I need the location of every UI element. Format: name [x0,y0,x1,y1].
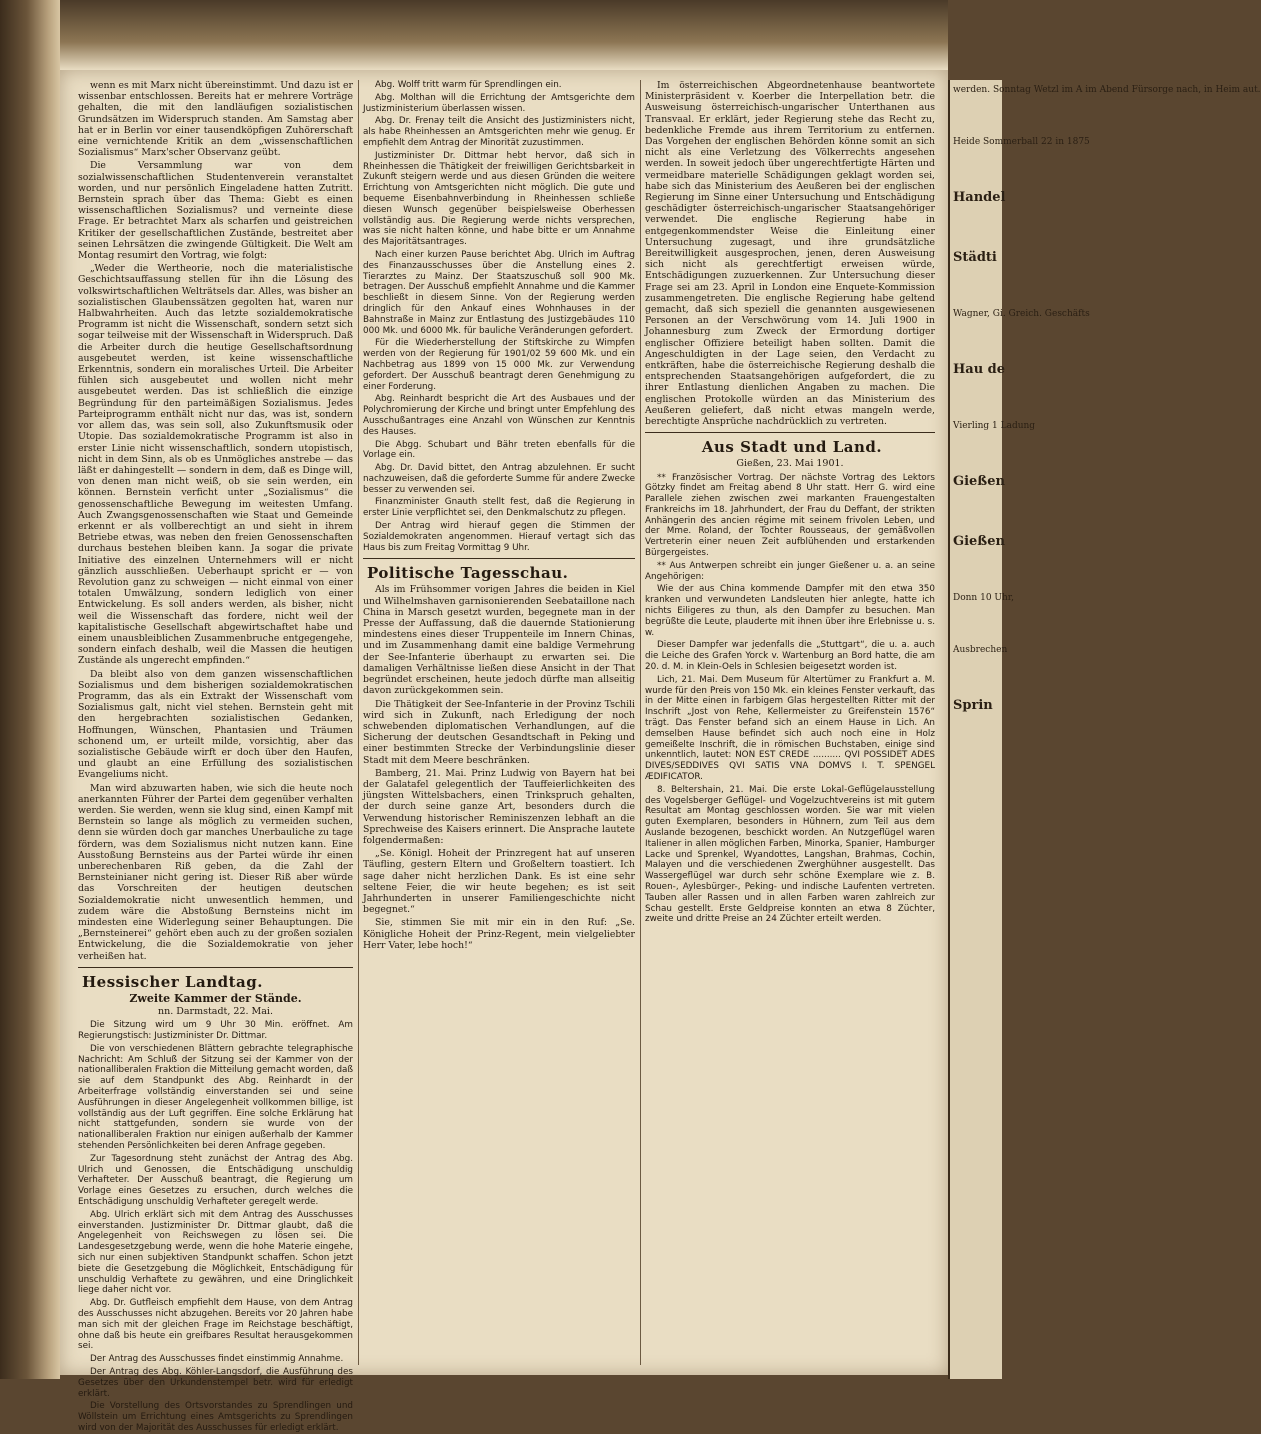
paragraph: Sie, stimmen Sie mit mir ein in den Ruf: „Se. Königliche Hoheit der Prinz-Regent, mein vielgeliebter Herr Vater, lebe hoch!“ [363,917,635,951]
fragment: Hau de [953,362,1006,377]
paragraph: Finanzminister Gnauth stellt fest, daß die Regierung in erster Linie verpflichtet sei, den Denkmalschutz zu pflegen. [363,497,635,519]
adjacent-page-edge [948,80,1261,1379]
landtag-heading: Hessischer Landtag. [82,972,263,991]
fragment: Sprin [953,698,993,713]
column-2 [363,80,635,1370]
paragraph: Lich, 21. Mai. Dem Museum für Altertümer zu Frankfurt a. M. wurde für den Preis von 150 Mk. ein kleines Fenster verkauft, das in der Mitte einen in farbigem Glas hergestellten Ritter mit der Inschrift „Jost von Rehe, Kellermeister zu Greifenstein 1576“ trägt. Das Fenster befand sich an einem Hause in Lich. An demselben Hause befindet sich auch noch eine in Holz gemeißelte Inschrift, die in römischen Buchstaben, einige sind unkenntlich, lautet: NON EST CREDE .......... QVI POSSIDET ADES DIVES/SEDDIVES QVI SATIS VNA DOMVS I. T. SPENGEL ÆDIFICATOR. [645,674,935,783]
page-top-edge [60,0,948,70]
paragraph: Abg. Dr. Gutfleisch empfiehlt dem Hause, von dem Antrag des Ausschusses nicht abzugehen. Bereits vor 20 Jahren habe man sich mit der gleichen Frage im Reichstage beschäftigt, ohne daß bis heute ein greifbares Resultat herausgekommen sei. [78,1298,353,1352]
paragraph: Abg. Dr. David bittet, den Antrag abzulehnen. Er sucht nachzuweisen, daß die geforderte Summe für andere Zwecke besser zu verwenden sei. [363,463,635,495]
paragraph: Justizminister Dr. Dittmar hebt hervor, daß sich in Rheinhessen die Thätigkeit der freiwilligen Gerichtsbarkeit in Zukunft steigern werde und aus diesen Gründen die weitere Errichtung von Amtsgerichten nicht möglich. Die gute und bequeme Eisenbahnverbindung in Rheinhessen schließe diesen Wunsch gegenüber beispielsweise Oberhessen vollständig aus. Die Regierung werde nichts versprechen, was sie nicht halten könne, und habe bitte er um Annahme des Majoritätsantrages. [363,150,635,248]
paragraph: Die Versammlung war von dem sozialwissenschaftlichen Studentenverein veranstaltet worden, und nur persönlich Eingeladene hatten Zutritt. Bernstein sprach über das Thema: Giebt es einen wissenschaftlichen Sozialismus? und verneinte diese Frage. Er betrachtet Marx als scharfen und geistreichen Kritiker der gesellschaftlichen Zustände, bestreitet aber seinen Lehrsätzen die zwingende Gültigkeit. Die Welt am Montag resumirt den Vortrag, wie folgt: [78,160,353,262]
paragraph: Die Sitzung wird um 9 Uhr 30 Min. eröffnet. Am Regierungstisch: Justizminister Dr. Dittmar. [78,1020,353,1042]
landtag-subheading: Zweite Kammer der Stände. [129,991,302,1005]
paragraph: Abg. Dr. Frenay teilt die Ansicht des Justizministers nicht, als habe Rheinhessen an Amtsgerichten mehr wie genug. Er empfiehlt dem Antrag der Minorität zuzustimmen. [363,116,635,148]
paragraph: Der Antrag des Abg. Köhler-Langsdorf, die Ausführung des Gesetzes über den Urkundenstempel betr. wird für erledigt erklärt. [78,1366,353,1399]
column-3 [645,80,935,1370]
fragment: werden. Sonntag Wetzl im A im Abend Fürsorge nach, in Heim aut. [953,85,1261,95]
landtag-report [78,1020,353,1433]
paragraph: „Se. Königl. Hoheit der Prinzregent hat auf unseren Täufling, gestern Eltern und Großeltern toastiert. Ich sage daher nicht herzlichen Dank. Es ist eine sehr seltene Feier, die wir heute begehen; es ist seit Jahrhunderten in unserer Familiengeschichte nicht begegnet.“ [363,848,635,916]
tagesschau-article [363,584,635,951]
landtag-report-continued [363,80,635,553]
paragraph: Als im Frühsommer vorigen Jahres die beiden in Kiel und Wilhelmshaven garnisonierenden Seebataillone nach China in Marsch gesetzt wurden, begegnete man in der Presse der Auffassung, daß die dauernde Stationierung mindestens eines dieser Truppenteile im Innern Chinas, und im Zusammenhang damit eine baldige Vermehrung der See-Infanterie überhaupt zu erwarten sei. Die damaligen Verhältnisse ließen diese Ansicht in der That begründet erscheinen, heute jedoch dürfte man allseitig davon zurückgekommen sein. [363,584,635,697]
paragraph: Abg. Molthan will die Errichtung der Amtsgerichte dem Justizministerium überlassen wissen. [363,92,635,114]
paragraph: 8. Beltershain, 21. Mai. Die erste Lokal-Geflügelausstellung des Vogelsberger Geflügel- und Vogelzuchtvereins ist mit gutem Resultat am Montag geschlossen worden. Sie war mit vielen guten Exemplaren, besonders in Hühnern, zum Teil aus dem Auslande bezogenen, beschickt worden. An Nutzgeflügel waren Italiener in allen möglichen Farben, Minorka, Spanier, Hamburger Lacke und Sprenkel, Wyandottes, Langshan, Brahmas, Cochin, Malayen und die verschiedenen Zwerghühner ausgestellt. Das Wassergeflügel war durch sehr schöne Exemplare wie z. B. Rouen-, Aylesbürger-, Peking- und indische Laufenten vertreten. Tauben aller Rassen und in allen Farben waren zahlreich zur Schau gestellt. Erste Geldpreise konnten an etwa 8 Züchter, zweite und dritte Preise an 24 Züchter erteilt werden. [645,784,935,925]
paragraph: wenn es mit Marx nicht übereinstimmt. Und dazu ist er wissenbar entschlossen. Bereits hat er mehrere Vorträge gehalten, die mit den landläufigen sozialistischen Grundsätzen im Widerspruch standen. Am Samstag aber hat er in Berlin vor einer tausendköpfigen Zuhörerschaft eine vernichtende Kritik an dem „wissenschaftlichen Sozialismus“ Marx'scher Observanz geübt. [78,80,353,159]
fragment: Vierling 1 Ladung [953,421,1036,431]
stadt-news [645,473,935,926]
landtag-dateline: nn. Darmstadt, 22. Mai. [158,1006,273,1018]
fragment: Gießen [953,474,1005,489]
column-1 [78,80,353,1433]
stadt-heading: Aus Stadt und Land. [701,438,883,457]
fragment: Städti [953,250,997,265]
fragment: Heide Sommerball 22 in 1875 [953,137,1090,147]
fragment: Handel [953,190,1006,205]
paragraph: Nach einer kurzen Pause berichtet Abg. Ulrich im Auftrag des Finanzausschusses über die Anstellung eines 2. Tierarztes zu Mainz. Der Staatszuschuß soll 900 Mk. betragen. Der Ausschuß empfiehlt Annahme und die Kammer beschließt in diesem Sinne. Von der Regierung werden dringlich für den Ankauf eines Wohnhauses in der Bahnstraße in Mainz zur Entlastung des Justizgebäudes 110 000 Mk. und 6000 Mk. für bauliche Veränderungen gefordert. [363,249,635,336]
austria-article [645,80,935,427]
paragraph: Dieser Dampfer war jedenfalls die „Stuttgart“, die u. a. auch die Leiche des Grafen Yorck v. Wartenburg an Bord hatte, die am 20. d. M. in Klein-Oels in Schlesien beigesetzt worden ist. [645,640,935,673]
paragraph: ** Französischer Vortrag. Der nächste Vortrag des Lektors Götzky findet am Freitag abend 8 Uhr statt. Herr G. wird eine Parallele ziehen zwischen zwei markanten Frauengestalten Frankreichs im 18. Jahrhundert, der Frau du Deffant, der strikten Anhängerin des ancien régime mit seinem frivolen Leben, und der Mme. Roland, der Tochter Rousseaus, der gemäßvollen Vertreterin einer neuen Zeit aufblühenden und erstarkenden Bürgergeistes. [645,472,935,559]
column-divider [358,80,359,1365]
paragraph: Die Vorstellung des Ortsvorstandes zu Sprendlingen und Wöllstein um Errichtung eines Amtsgerichts zu Sprendlingen wird von der Majorität des Ausschusses für erledigt erklärt. [78,1401,353,1433]
paragraph: Wie der aus China kommende Dampfer mit den etwa 350 kranken und verwundeten Landsleuten hier anlegte, hatte ich nichts Eiligeres zu thun, als den Dampfer zu besuchen. Man begrüßte die Leute, plauderte mit ihnen über ihre Erlebnisse u. s. w. [645,584,935,638]
paragraph: Da bleibt also von dem ganzen wissenschaftlichen Sozialismus und dem bisherigen sozialdemokratischen Programm, das als ein Extrakt der Wissenschaft vom Sozialismus galt, nicht viel stehen. Bernstein geht mit den hergebrachten sozialistischen Gedanken, Hoffnungen, Wünschen, Phantasien und Träumen schonend um, er urteilt milde, vorsichtig, aber das sozialistische Gebäude wirft er doch über den Haufen, und glaubt an eine Erfüllung des sozialistischen Evangeliums nicht. [78,668,353,781]
bernstein-article [78,80,353,962]
adjacent-page-fragments [950,80,1261,760]
section-rule [78,967,353,968]
section-rule [363,558,635,559]
stadt-dateline: Gießen, 23. Mai 1901. [736,458,844,470]
fragment: Ausbrechen [953,645,1008,655]
paragraph: Der Antrag wird hierauf gegen die Stimmen der Sozialdemokraten angenommen. Hierauf vertagt sich das Haus bis zum Freitag Vormittag 9 Uhr. [363,521,635,553]
paragraph: Abg. Wolff tritt warm für Sprendlingen ein. [375,80,562,90]
paragraph: „Weder die Wertheorie, noch die materialistische Geschichtsauffassung stellen für ihn die Lösung des volkswirtschaftlichen Welträtsels dar. Alles, was bisher an sozialistischen Glaubenssätzen gegolten hat, waren nur Halbwahrheiten. Auch das letzte sozialdemokratische Programm ist nicht die Wissenschaft, sondern setzt sich sogar teilweise mit der Wissenschaft in Widerspruch. Daß die Arbeiter durch die heutige Gesellschaftsordnung ausgebeutet werden, ist keine wissenschaftliche Erkenntnis, sondern ein moralisches Urteil. Die Arbeiter fühlen sich ausgebeutet und wollen nicht mehr ausgebeutet werden. Das ist schließlich die einzige Begründung für den parteimäßigen Sozialismus. Jedes Parteiprogramm enthält nicht nur das, was ist, sondern vor allem das, was sein soll, also Zukunftsmusik oder Utopie. Das sozialdemokratische Programm ist also in erster Linie nicht wissenschaftlich, sondern utopistisch, nicht in dem Sinn, als ob es Unmögliches anstrebe — das läßt er dahingestellt — sondern in dem, daß es Dinge will, von denen man nicht weiß, ob sie sein werden, ein können. Bernstein verficht unter „Sozialismus“ die genossenschaftliche Bewegung im weitesten Umfang. Auch Zwangsgenossenschaften wie Staat und Gemeinde erkennt er als vollberechtigt an und sieht in ihrem Betriebe etwas, was neben den freien Genossenschaften durchaus bestehen bleiben kann. Ja sogar die private Initiative des einzelnen Unternehmers will er nicht gänzlich ausschließen. Ueberhaupt spricht er — von Revolution ganz zu schweigen — nicht einmal von einer totalen Umwälzung, sondern lediglich von einer Entwickelung. Es soll anders werden, als bisher, nicht weil die Wissenschaft das fordere, nicht weil der kapitalistische Gesellschaft abgewirtschaftet habe und einem unausbleiblichen Zusammenbruche entgegengehe, sondern einfach deshalb, weil die Massen die heutigen Zustände als ungerecht empfinden.“ [78,263,353,667]
paragraph: Die von verschiedenen Blättern gebrachte telegraphische Nachricht: Am Schluß der Sitzung sei der Kammer von der nationalliberalen Fraktion die Mitteilung gemacht worden, daß sie auf dem Standpunkt des Abg. Reinhardt in der Arbeiterfrage vollständig einverstanden sei und seine Ausführungen in dieser Angelegenheit vollkommen billige, ist vollständig aus der Luft gegriffen. Eine solche Erklärung hat nicht stattgefunden, sondern sie wurde von der nationalliberalen Fraktion nur einigen außerhalb der Kammer stehenden Persönlichkeiten bei deren Anfrage gegeben. [78,1043,353,1152]
column-divider [640,80,641,1365]
fragment: Wagner, Gi. Greich. Geschäfts [953,309,1090,319]
paragraph: Abg. Reinhardt bespricht die Art des Ausbaues und der Polychromierung der Kirche und bringt unter Empfehlung des Ausschußantrages eine Anzahl von Wünschen zur Kenntnis des Hauses. [363,394,635,437]
book-spine [0,0,60,1379]
newspaper-page [60,70,948,1433]
paragraph: Bamberg, 21. Mai. Prinz Ludwig von Bayern hat bei der Galatafel gelegentlich der Tauffeierlichkeiten des jüngsten Wittelsbachers, einen Trinkspruch gehalten, der durch seine ganze Art, besonders durch die Verwendung historischer Reminiszenzen lebhaft an die Sprechweise des Kaisers erinnert. Die Ansprache lautete folgendermaßen: [363,767,635,846]
paragraph: Für die Wiederherstellung der Stiftskirche zu Wimpfen werden von der Regierung für 1901/02 59 600 Mk. und ein Nachbetrag aus 1899 von 15 000 Mk. zur Verwendung gefordert. Der Ausschuß beantragt deren Genehmigung zu einer Forderung. [363,338,635,392]
paragraph: Man wird abzuwarten haben, wie sich die heute noch anerkannten Führer der Partei dem gegenüber verhalten werden. Sie werden, wenn sie klug sind, einen Kampf mit Bernstein so lange als möglich zu vermeiden suchen, denn sie würden doch gar manches Unerbauliche zu tage fördern, was dem Sozialismus nicht nutzen kann. Eine Ausstoßung Bernsteins aus der Partei würde ihr einen unberechenbaren Riß geben, da die Zahl der Bernsteinianer nicht gering ist. Dieser Riß aber würde das Vorschreiten der heutigen deutschen Sozialdemokratie nicht unwesentlich hemmen, und zudem wäre die Abstoßung Bernsteins nicht im mindesten eine Widerlegung seiner Behauptungen. Die „Bernsteinerei“ gehört eben auch zu der großen sozialen Entwickelung, die die Sozialdemokratie von jeher verheißen hat. [78,782,353,962]
paragraph: ** Aus Antwerpen schreibt ein junger Gießener u. a. an seine Angehörigen: [645,560,935,582]
paragraph: Abg. Ulrich erklärt sich mit dem Antrag des Ausschusses einverstanden. Justizminister Dr. Dittmar glaubt, daß die Angelegenheit von Reichswegen zu lösen sei. Die Landesgesetzgebung werde, wenn die hohe Materie eingehe, sich nur einen subjektiven Standpunkt schaffen. Schon jetzt biete die Gesetzgebung die Möglichkeit, Entschädigung für unschuldig Verhaftete zu gewähren, und eine Dringlichkeit liege daher nicht vor. [78,1209,353,1296]
paragraph: Der Antrag des Ausschusses findet einstimmig Annahme. [90,1354,344,1365]
paragraph: Die Abgg. Schubart und Bähr treten ebenfalls für die Vorlage ein. [363,439,635,461]
paragraph: Zur Tagesordnung steht zunächst der Antrag des Abg. Ulrich und Genossen, die Entschädigung unschuldig Verhafteter. Der Ausschuß beantragt, die Regierung um Vorlage eines Gesetzes zu ersuchen, durch welches die Entschädigung unschuldig Verhafteter geregelt werde. [78,1153,353,1207]
paragraph: Im österreichischen Abgeordnetenhause beantwortete Ministerpräsident v. Koerber die Interpellation betr. die Ausweisung österreichisch-ungarischer Unterthanen aus Transvaal. Er erklärt, jeder Regierung stehe das Recht zu, bedenkliche Fremde aus ihrem Territorium zu entfernen. Das Vorgehen der englischen Behörden könne somit an sich nicht als eine Verletzung des Völkerrechts angesehen werden. In soweit jedoch über ungerechtfertigte Härten und vermeidbare materielle Schädigungen geklagt worden sei, habe sich das Ministerium des Aeußeren bei der englischen Regierung im Sinne einer Untersuchung und Entschädigung geschädigter österreichisch-ungarischer Staatsangehöriger verwendet. Die englische Regierung habe in entgegenkommendster Weise die Einleitung einer Untersuchung zugesagt, und ihre grundsätzliche Bereitwilligkeit ausgesprochen, jenen, deren Ausweisung sich nicht als gerechtfertigt erweisen würde, Entschädigungen zuzuerkennen. Zur Untersuchung dieser Frage sei am 23. April in London eine Enquete-Kommission zusammengetreten. Die englische Regierung habe geltend gemacht, daß sich speziell die genannten ausgewiesenen Personen an der Verschwörung vom 14. Juli 1900 in Johannesburg zum Zweck der Ermordung dortiger englischer Offiziere beteiligt haben sollten. Damit die Angeschuldigten in der Lage seien, den Verdacht zu entkräften, habe die österreichische Regierung deshalb die entsprechenden Staatsangehörigen aufgefordert, die zu ihrer Entlastung dienlichen Angaben zu machen. Die englischen Protokolle würden an das Ministerium des Aeußeren geliefert, daß nicht etwas mangeln werde, berechtigte Ansprüche nachdrücklich zu vertreten. [645,80,935,428]
fragment: Gießen [953,534,1005,549]
paragraph: Die Thätigkeit der See-Infanterie in der Provinz Tschili wird sich in Zukunft, nach Erledigung der noch schwebenden diplomatischen Verhandlungen, auf die Sicherung der deutschen Gesandtschaft in Peking und einer bestimmten Strecke der Verbindungslinie dieser Stadt mit dem Meere beschränken. [363,698,635,766]
section-rule [645,432,935,433]
tagesschau-heading: Politische Tagesschau. [367,564,569,583]
fragment: Donn 10 Uhr, [953,593,1014,603]
